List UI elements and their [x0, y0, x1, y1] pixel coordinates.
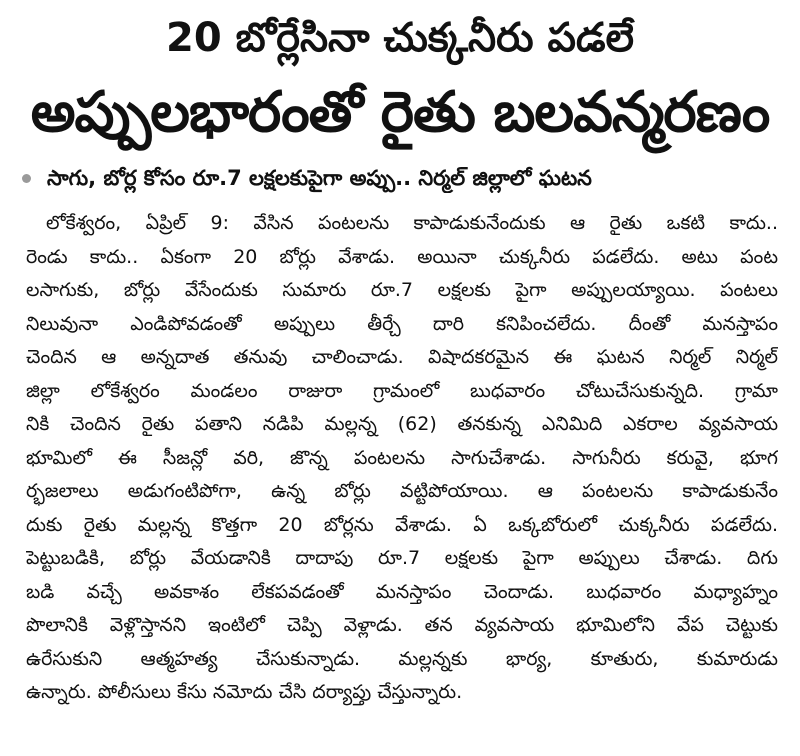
body-line: చెందిన ఆ అన్నదాత తనువు చాలించాడు. విషాదకరమైన ఈ ఘటన నిర్మల్ నిర్మల్	[26, 346, 778, 368]
body-line: ర్భజలాలు అడుగంటిపోగా, ఉన్న బోర్లు వట్టిపోయాయి. ఆ పంటలను కాపాడుకునేం	[26, 480, 778, 502]
body-line: నికి చెందిన రైతు పతాని నడిపి మల్లన్న (62) తనకున్న ఎనిమిది ఎకరాల వ్యవసాయ	[26, 413, 778, 435]
body-line: రెండు కాదు.. ఏకంగా 20 బోర్లు వేశాడు. అయినా చుక్కనీరు పడలేదు. అటు పంట	[26, 245, 778, 268]
body-line: ఉరేసుకుని ఆత్మహత్య చేసుకున్నాడు. మల్లన్నకు భార్య, కూతురు, కుమారుడు	[26, 647, 778, 670]
body-line: భూమిలో ఈ సీజన్లో వరి, జొన్న పంటలను సాగుచేశాడు. సాగునీరు కరువై, భూగ	[26, 446, 778, 469]
bullet-icon	[22, 174, 31, 183]
body-line: జిల్లా లోకేశ్వరం మండలం రాజురా గ్రామంలో బుధవారం చోటుచేసుకున్నది. గ్రామా	[26, 379, 778, 402]
headline-line-1: 20 బోర్లేసినా చుక్కనీరు పడలే	[166, 15, 634, 61]
body-line: దుకు రైతు మల్లన్న కొత్తగా 20 బోర్లను వేశాడు. ఏ ఒక్కబోరులో చుక్కనీరు పడలేదు.	[26, 513, 778, 536]
subheadline-row	[22, 160, 792, 196]
body-line: పెట్టుబడికి, బోర్లు వేయడానికి దాదాపు రూ.7 లక్షలకు పైగా అప్పులు చేశాడు. దిగు	[26, 547, 778, 569]
body-line: ఉన్నారు. పోలీసులు కేసు నమోదు చేసి దర్యాప్తు చేస్తున్నారు.	[26, 681, 463, 703]
body-line: లోకేశ్వరం, ఏప్రిల్ 9: వేసిన పంటలను కాపాడుకునేందుకు ఆ రైతు ఒకటి కాదు..	[46, 212, 778, 234]
subheadline: సాగు, బోర్ల కోసం రూ.7 లక్షలకుపైగా అప్పు.. నిర్మల్ జిల్లాలో ఘటన	[47, 166, 592, 190]
article-body	[26, 207, 778, 710]
headline-line-2: అప్పులభారంతో రైతు బలవన్మరణం	[30, 80, 770, 145]
body-line: లసాగుకు, బోర్లు వేసేందుకు సుమారు రూ.7 లక్షలకు పైగా అప్పులయ్యాయి. పంటలు	[26, 279, 778, 301]
body-line: పొలానికి వెళ్లొస్తానని ఇంటిలో చెప్పి వెళ్లాడు. తన వ్యవసాయ భూమిలోని వేప చెట్టుకు	[26, 614, 778, 636]
body-line: నిలువునా ఎండిపోవడంతో అప్పులు తీర్చే దారి కనిపించలేదు. దీంతో మనస్తాపం	[26, 312, 778, 335]
body-line: బడి వచ్చే అవకాశం లేకపవడంతో మనస్తాపం చెందాడు. బుధవారం మధ్యాహ్నం	[26, 580, 778, 603]
